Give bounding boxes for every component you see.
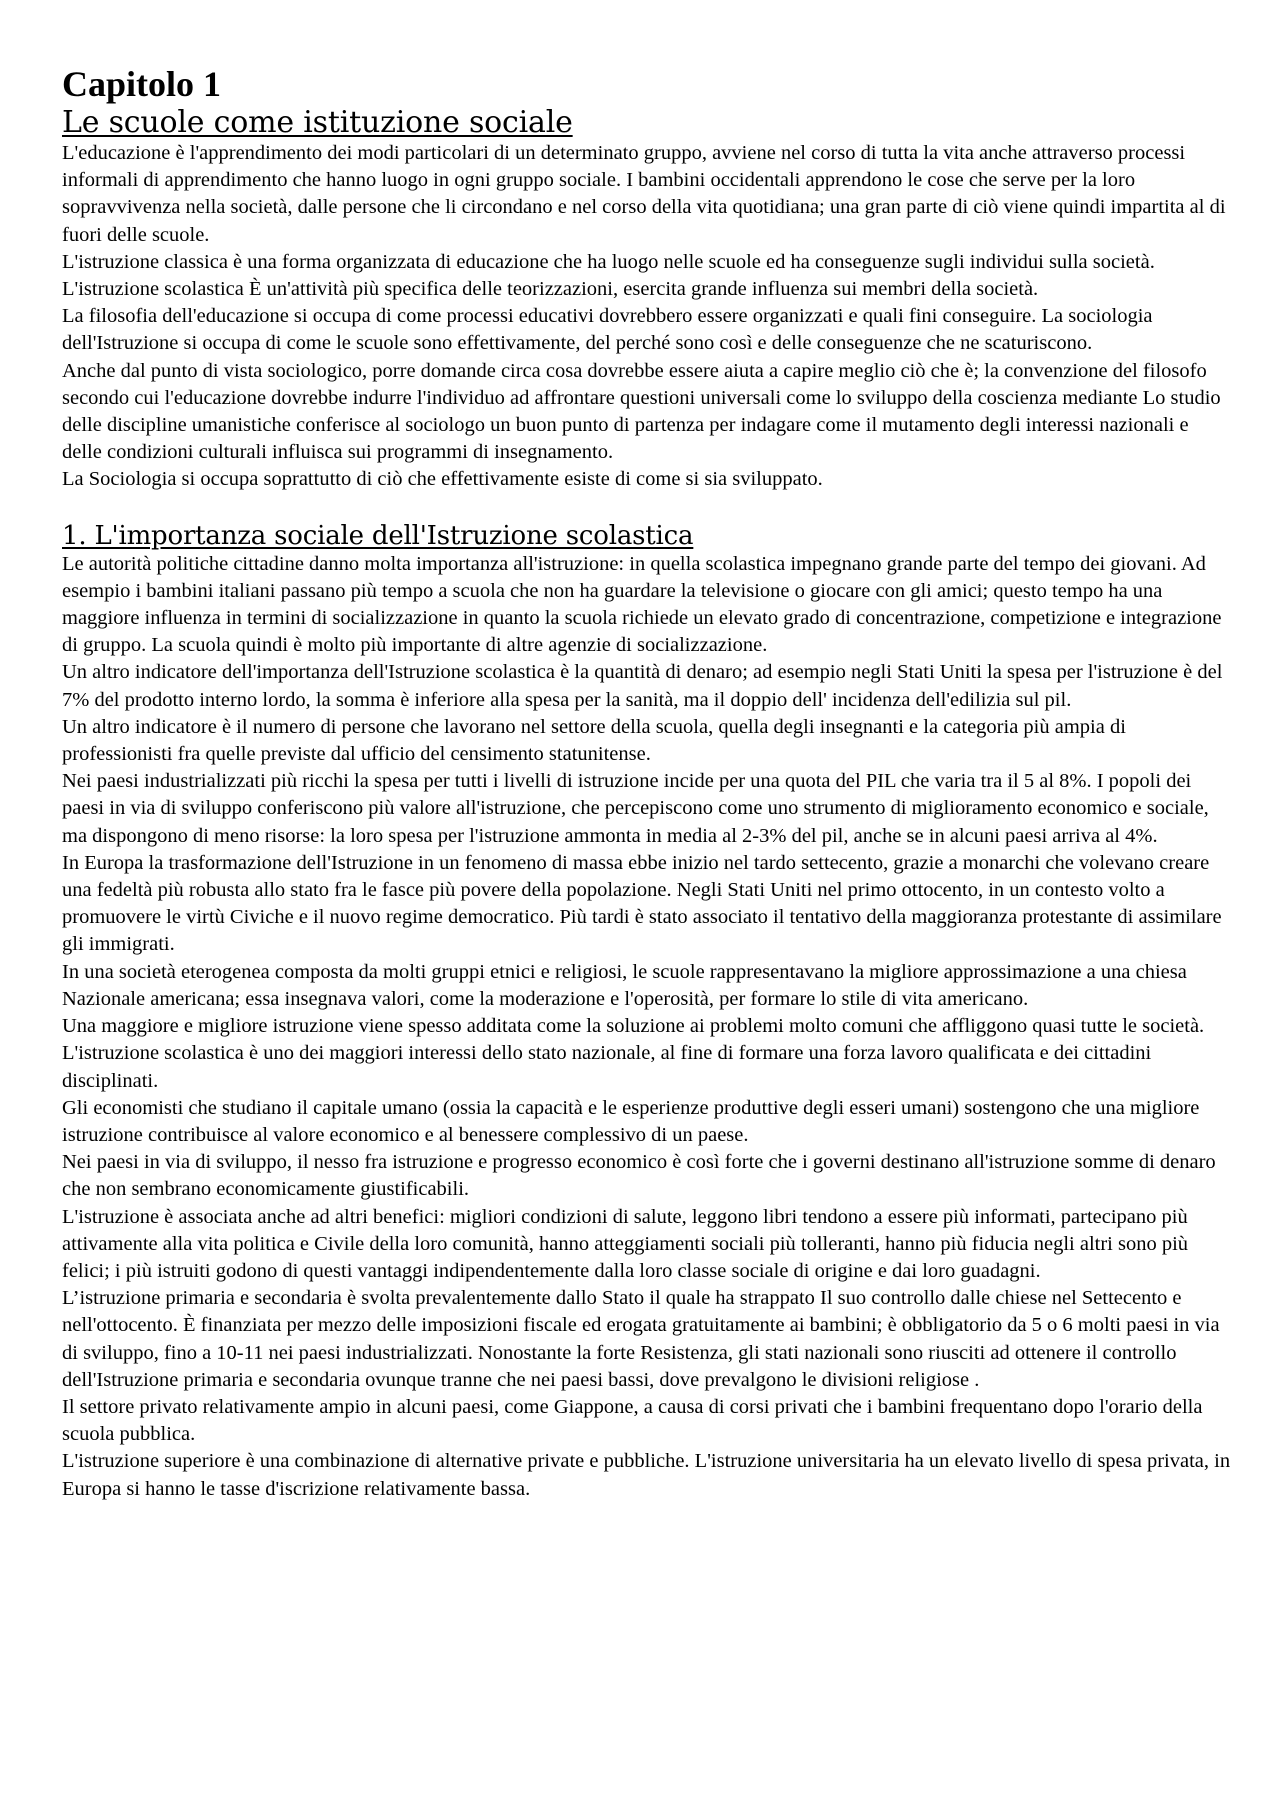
paragraph: Nei paesi in via di sviluppo, il nesso fra istruzione e progresso economico è così forte che i governi destinano all'istruzione somme di denaro che non sembrano economicamente giustificabili. (62, 1151, 1216, 1201)
paragraph-spacer (62, 494, 1232, 521)
paragraph: L’istruzione primaria e secondaria è svolta prevalentemente dallo Stato il quale ha strappato Il suo controllo dalle chiese nel Settecento e nell'ottocento. È finanziata per mezzo delle imposizioni fiscale ed erogata gratuitamente ai bambini; è obbligatorio da 5 o 6 molti paesi in via di sviluppo, fino a 10-11 nei paesi industrializzati. Nonostante la forte Resistenza, gli stati nazionali sono riusciti ad ottenere il controllo dell'Istruzione primaria e secondaria ovunque tranne che nei paesi bassi, dove prevalgono le divisioni religiose . (62, 1287, 1220, 1391)
paragraph: L'istruzione superiore è una combinazione di alternative private e pubbliche. L'istruzione universitaria ha un elevato livello di spesa privata, in Europa si hanno le tasse d'iscrizione relativamente bassa. (62, 1450, 1231, 1500)
paragraph: Il settore privato relativamente ampio in alcuni paesi, come Giappone, a causa di corsi privati che i bambini frequentano dopo l'orario della scuola pubblica. (62, 1395, 1203, 1446)
paragraph: In Europa la trasformazione dell'Istruzione in un fenomeno di massa ebbe inizio nel tardo settecento, grazie a monarchi che volevano creare una fedeltà più robusta allo stato fra le fasce più povere della popolazione. Negli Stati Uniti nel primo ottocento, in un contesto volto a promuovere le virtù Civiche e il nuovo regime democratico. Più tardi è stato associato il tentativo della maggioranza protestante di assimilare gli immigrati. (62, 851, 1222, 956)
paragraph: L'istruzione classica è una forma organizzata di educazione che ha luogo nelle scuole ed ha conseguenze sugli individui sulla società. L'istruzione scolastica È un'attività più specifica delle teorizzazioni, esercita grande influenza sui membri della società. (62, 250, 1155, 301)
section-heading-istituzione-sociale: Le scuole come istituzione sociale (62, 105, 573, 140)
paragraph: La filosofia dell'educazione si occupa di come processi educativi dovrebbero essere organizzati e quali fini conseguire. La sociologia dell'Istruzione si occupa di come le scuole sono effettivamente, del perché sono così e delle conseguenze che ne scaturiscono. (62, 305, 1153, 355)
paragraph: La Sociologia si occupa soprattutto di ciò che effettivamente esiste di come si sia sviluppato. (62, 468, 823, 491)
paragraph: Gli economisti che studiano il capitale umano (ossia la capacità e le esperienze produttive degli esseri umani) sostengono che una migliore istruzione contribuisce al valore economico e al benessere complessivo di un paese. (62, 1096, 1200, 1146)
paragraph: L'educazione è l'apprendimento dei modi particolari di un determinato gruppo, avviene nel corso di tutta la vita anche attraverso processi informali di apprendimento che hanno luogo in ogni gruppo sociale. I bambini occidentali apprendono le cose che serve per la loro sopravvivenza nella società, dalle persone che li circondano e nel corso della vita quotidiana; una gran parte di ciò viene quindi impartita al di fuori delle scuole. (62, 142, 1226, 246)
document-page (62, 62, 1232, 1503)
paragraph: Una maggiore e migliore istruzione viene spesso additata come la soluzione ai problemi molto comuni che affliggono quasi tutte le società. L'istruzione scolastica è uno dei maggiori interessi dello stato nazionale, al fine di formare una forza lavoro qualificata e dei cittadini disciplinati. (62, 1015, 1205, 1092)
paragraph: Un altro indicatore è il numero di persone che lavorano nel settore della scuola, quella degli insegnanti e la categoria più ampia di professionisti fra quelle previste dal ufficio del censimento statunitense. (62, 715, 1126, 766)
paragraph: Le autorità politiche cittadine danno molta importanza all'istruzione: in quella scolastica impegnano grande parte del tempo dei giovani. Ad esempio i bambini italiani passano più tempo a scuola che non ha guardare la televisione o giocare con gli amici; questo tempo ha una maggiore influenza in termini di socializzazione in quanto la scuola richiede un elevato grado di concentrazione, competizione e integrazione di gruppo. La scuola quindi è molto più importante di altre agenzie di socializzazione. (62, 552, 1222, 657)
section-heading-importanza-sociale: 1. L'importanza sociale dell'Istruzione scolastica (62, 520, 694, 551)
chapter-title: Capitolo 1 (62, 64, 222, 104)
paragraph: L'istruzione è associata anche ad altri benefici: migliori condizioni di salute, leggono libri tendono a essere più informati, partecipano più attivamente alla vita politica e Civile della loro comunità, hanno atteggiamenti sociali più tolleranti, hanno più fiducia negli altri sono più felici; i più istruiti godono di questi vantaggi indipendentemente dalla loro classe sociale di origine e dai loro guadagni. (62, 1205, 1189, 1282)
paragraph: Anche dal punto di vista sociologico, porre domande circa cosa dovrebbe essere aiuta a capire meglio ciò che è; la convenzione del filosofo secondo cui l'educazione dovrebbe indurre l'individuo ad affrontare questioni universali come lo sviluppo della coscienza mediante Lo studio delle discipline umanistiche conferisce al sociologo un buon punto di partenza per indagare come il mutamento degli interessi nazionali e delle condizioni culturali influisca sui programmi di insegnamento. (62, 359, 1221, 464)
paragraph: In una società eterogenea composta da molti gruppi etnici e religiosi, le scuole rappresentavano la migliore approssimazione a una chiesa Nazionale americana; essa insegnava valori, come la moderazione e l'operosità, per formare lo stile di vita americano. (62, 960, 1187, 1010)
paragraph: Nei paesi industrializzati più ricchi la spesa per tutti i livelli di istruzione incide per una quota del PIL che varia tra il 5 al 8%. I popoli dei paesi in via di sviluppo conferiscono più valore all'istruzione, che percepiscono come uno strumento di miglioramento economico e sociale, ma dispongono di meno risorse: la loro spesa per l'istruzione ammonta in media al 2-3% del pil, anche se in alcuni paesi arriva al 4%. (62, 770, 1209, 847)
paragraph: Un altro indicatore dell'importanza dell'Istruzione scolastica è la quantità di denaro; ad esempio negli Stati Uniti la spesa per l'istruzione è del 7% del prodotto interno lordo, la somma è inferiore alla spesa per la sanità, ma il doppio dell' incidenza dell'edilizia sul pil. (62, 661, 1223, 711)
